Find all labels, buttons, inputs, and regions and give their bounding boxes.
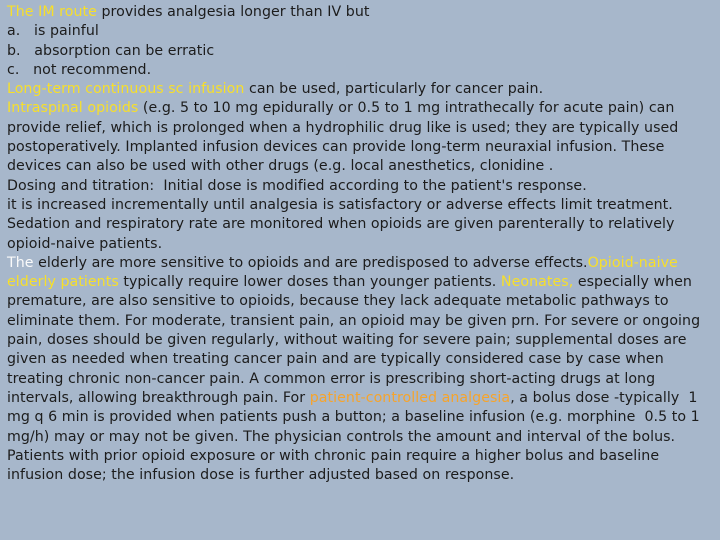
highlighted-term: Neonates, [500,274,574,291]
text-run: treating chronic non-cancer pain. A common error is prescribing short-acting drugs at long [7,370,656,387]
text-line [7,42,717,61]
text-run: intervals, allowing breakthrough pain. For [7,389,310,406]
text-run: opioid-naive patients. [7,235,163,252]
text-line [7,196,717,215]
text-line [7,408,717,427]
text-line [7,177,717,196]
text-run: a. is painful [7,23,99,40]
text-line [7,80,717,99]
highlighted-word: The [7,254,34,271]
highlighted-term: patient-controlled analgesia [309,389,511,406]
text-run: mg q 6 min is provided when patients push a button; a baseline infusion (e.g. morphine 0.5 to 1 [7,409,700,426]
text-line [7,370,717,389]
text-line [7,157,717,176]
text-line [7,292,717,311]
text-line [7,235,717,254]
text-run: especially when [573,274,692,291]
text-run: given as needed when treating cancer pain and are typically considered case by case when [7,351,664,368]
text-run: provide relief, which is prolonged when a hydrophilic drug like is used; they are typically used [7,119,679,136]
text-line [7,312,717,331]
highlighted-term: Opioid-naive [587,254,678,271]
text-line [7,350,717,369]
text-run: typically require lower doses than younger patients. [118,274,501,291]
text-line [7,22,717,41]
text-line [7,3,717,22]
text-run: provides analgesia longer than IV but [96,4,370,20]
highlighted-term: Long-term continuous sc infusion [7,81,245,98]
text-run: postoperatively. Implanted infusion devices can provide long-term neuraxial infusion. These [7,139,665,156]
text-run: mg/h) may or may not be given. The physician controls the amount and interval of the bolus. [7,428,676,445]
highlighted-term: elderly patients [7,274,119,291]
text-run: elderly are more sensitive to opioids and are predisposed to adverse effects. [33,254,588,271]
text-run: pain, doses should be given regularly, without waiting for severe pain; supplemental doses are [7,332,687,349]
text-line [7,215,717,234]
text-run: , a bolus dose -typically 1 [510,389,698,406]
text-line [7,389,717,408]
text-run: eliminate them. For moderate, transient pain, an opioid may be given prn. For severe or ongoing [7,312,701,329]
text-run: devices can also be used with other drugs (e.g. local anesthetics, clonidine . [7,158,554,175]
text-run: premature, are also sensitive to opioids, because they lack adequate metabolic pathways to [7,293,669,310]
text-run: infusion dose; the infusion dose is further adjusted based on response. [7,467,515,484]
text-line [7,428,717,447]
text-run: can be used, particularly for cancer pain. [244,81,544,98]
text-line [7,99,717,118]
body-text [7,3,717,485]
text-line [7,331,717,350]
text-run: b. absorption can be erratic [7,42,215,59]
highlighted-term: The IM route [7,4,97,20]
text-line [7,119,717,138]
text-run: it is increased incrementally until analgesia is satisfactory or adverse effects limit treatment. [7,196,673,213]
text-line [7,61,717,80]
text-run: c. not recommend. [7,61,152,78]
text-run: Sedation and respiratory rate are monitored when opioids are given parenterally to relatively [7,216,675,233]
text-line [7,273,717,292]
text-line [7,138,717,157]
text-run: Patients with prior opioid exposure or with chronic pain require a higher bolus and baseline [7,447,660,464]
text-run: Dosing and titration: Initial dose is modified according to the patient's response. [7,177,587,194]
highlighted-term: Intraspinal opioids [7,100,139,117]
text-line [7,466,717,485]
text-line [7,254,717,273]
text-run: (e.g. 5 to 10 mg epidurally or 0.5 to 1 mg intrathecally for acute pain) can [138,100,675,117]
text-line [7,447,717,466]
